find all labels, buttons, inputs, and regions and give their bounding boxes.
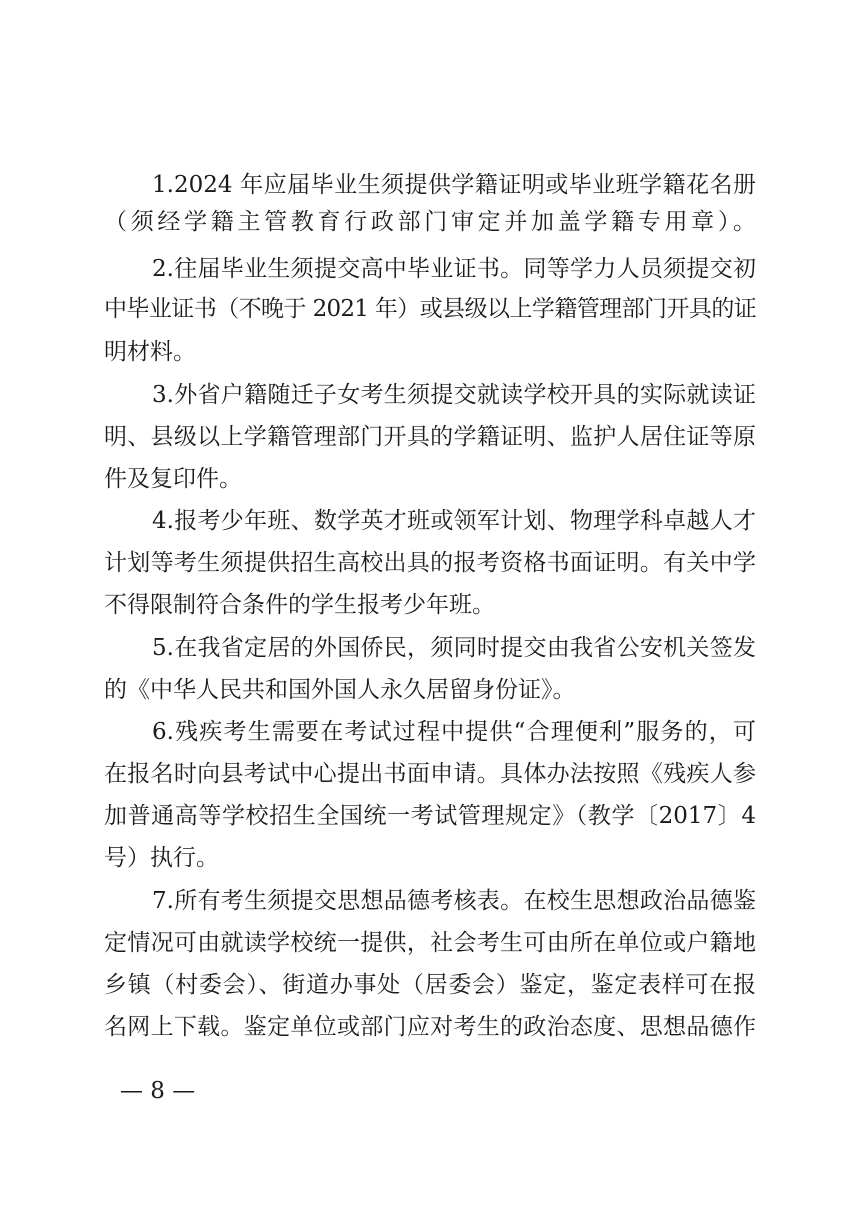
paragraph-7-line-4: 名网上下载。鉴定单位或部门应对考生的政治态度、思想品德作 xyxy=(104,1014,756,1040)
paragraph-6-line-3: 加普通高等学校招生全国统一考试管理规定》（教学〔2017〕4 xyxy=(104,803,756,829)
paragraph-2-line-1: 2.往届毕业生须提交高中毕业证书。同等学力人员须提交初 xyxy=(152,256,756,282)
paragraph-6-line-1: 6.残疾考生需要在考试过程中提供“合理便利”服务的，可 xyxy=(152,719,756,745)
paragraph-6-line-4: 号）执行。 xyxy=(104,845,219,871)
paragraph-2-line-3: 明材料。 xyxy=(104,339,196,365)
paragraph-7-line-3: 乡镇（村委会）、街道办事处（居委会）鉴定，鉴定表样可在报 xyxy=(104,972,756,998)
paragraph-7-line-2: 定情况可由就读学校统一提供，社会考生可由所在单位或户籍地 xyxy=(104,930,756,956)
paragraph-3-line-1: 3.外省户籍随迁子女考生须提交就读学校开具的实际就读证 xyxy=(152,382,756,408)
paragraph-4-line-2: 计划等考生须提供招生高校出具的报考资格书面证明。有关中学 xyxy=(104,550,756,576)
paragraph-1-line-2: （须经学籍主管教育行政部门审定并加盖学籍专用章）。 xyxy=(104,209,756,235)
paragraph-5-line-1: 5.在我省定居的外国侨民，须同时提交由我省公安机关签发 xyxy=(152,635,756,661)
paragraph-2-line-2: 中毕业证书（不晚于 2021 年）或县级以上学籍管理部门开具的证 xyxy=(104,296,756,322)
paragraph-1-line-1: 1.2024 年应届毕业生须提供学籍证明或毕业班学籍花名册 xyxy=(152,172,756,198)
paragraph-5-line-2: 的《中华人民共和国外国人永久居留身份证》。 xyxy=(104,677,576,703)
paragraph-4-line-3: 不得限制符合条件的学生报考少年班。 xyxy=(104,592,495,618)
paragraph-3-line-3: 件及复印件。 xyxy=(104,466,242,492)
page-number: — 8 — xyxy=(120,1078,196,1104)
paragraph-6-line-2: 在报名时向县考试中心提出书面申请。具体办法按照《残疾人参 xyxy=(104,761,756,787)
paragraph-3-line-2: 明、县级以上学籍管理部门开具的学籍证明、监护人居住证等原 xyxy=(104,424,756,450)
paragraph-7-line-1: 7.所有考生须提交思想品德考核表。在校生思想政治品德鉴 xyxy=(152,888,756,914)
paragraph-4-line-1: 4.报考少年班、数学英才班或领军计划、物理学科卓越人才 xyxy=(152,508,756,534)
